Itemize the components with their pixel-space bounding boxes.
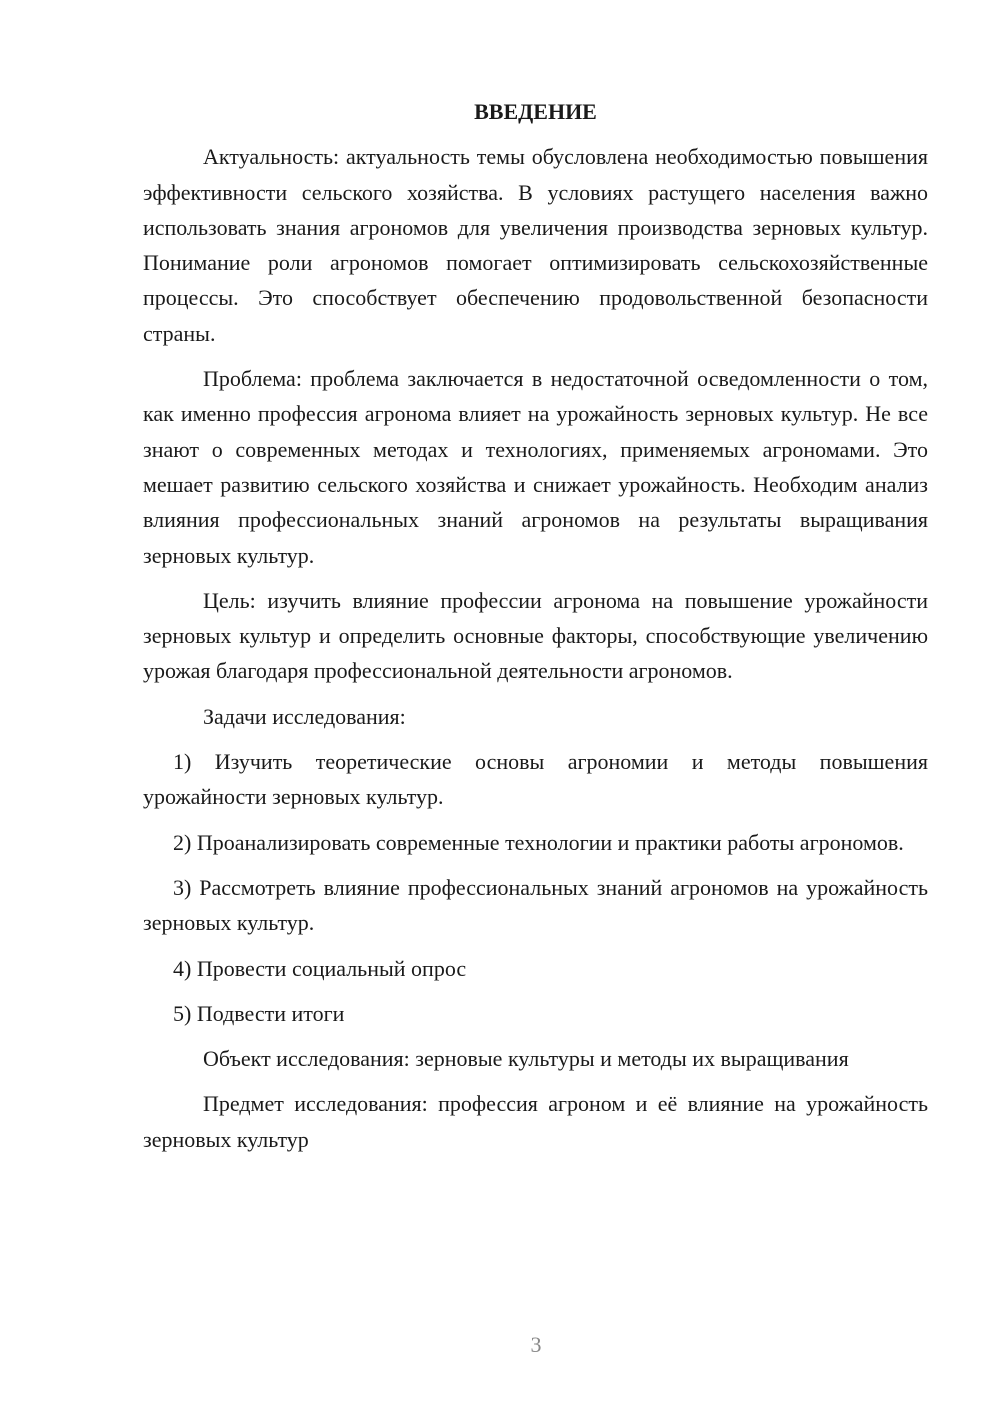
task-item-2: 2) Проанализировать современные технологии и практики работы агрономов.	[173, 829, 904, 855]
task-item-1: 1) Изучить теоретические основы агрономии и методы повышения урожайности зерновых культур.	[143, 749, 928, 810]
task-item-4: 4) Провести социальный опрос	[173, 955, 467, 981]
task-item-3: 3) Рассмотреть влияние профессиональных знаний агрономов на урожайность зерновых культур.	[143, 874, 928, 936]
paragraph-object: Объект исследования: зерновые культуры и методы их выращивания	[203, 1046, 849, 1072]
paragraph-relevance: Актуальность: актуальность темы обусловлена необходимостью повышения эффективности сельского хозяйства. В условиях растущего населения важно использовать знания агрономов для увеличения производства зерновых культур. Понимание роли агрономов помогает оптимизировать сельскохозяйственные процессы. Это способствует обеспечению продовольственной безопасности страны.	[143, 144, 928, 346]
paragraph-goal: Цель: изучить влияние профессии агронома на повышение урожайности зерновых культур и определить основные факторы, способствующие увеличению урожая благодаря профессиональной деятельности агрономов.	[143, 587, 928, 684]
page-content	[143, 94, 928, 1167]
page-title: ВВЕДЕНИЕ	[474, 99, 597, 124]
paragraph-problem: Проблема: проблема заключается в недостаточной осведомленности о том, как именно профессия агронома влияет на урожайность зерновых культур. Не все знают о современных методах и технологиях, применяемых агрономами. Это мешает развитию сельского хозяйства и снижает урожайность. Необходим анализ влияния профессиональных знаний агрономов на результаты выращивания зерновых культур.	[143, 366, 928, 568]
paragraph-subject: Предмет исследования: профессия агроном и её влияние на урожайность зерновых культур	[143, 1091, 928, 1152]
task-item-5: 5) Подвести итоги	[173, 1000, 345, 1026]
tasks-heading: Задачи исследования:	[203, 703, 406, 729]
page-number: 3	[530, 1332, 542, 1357]
